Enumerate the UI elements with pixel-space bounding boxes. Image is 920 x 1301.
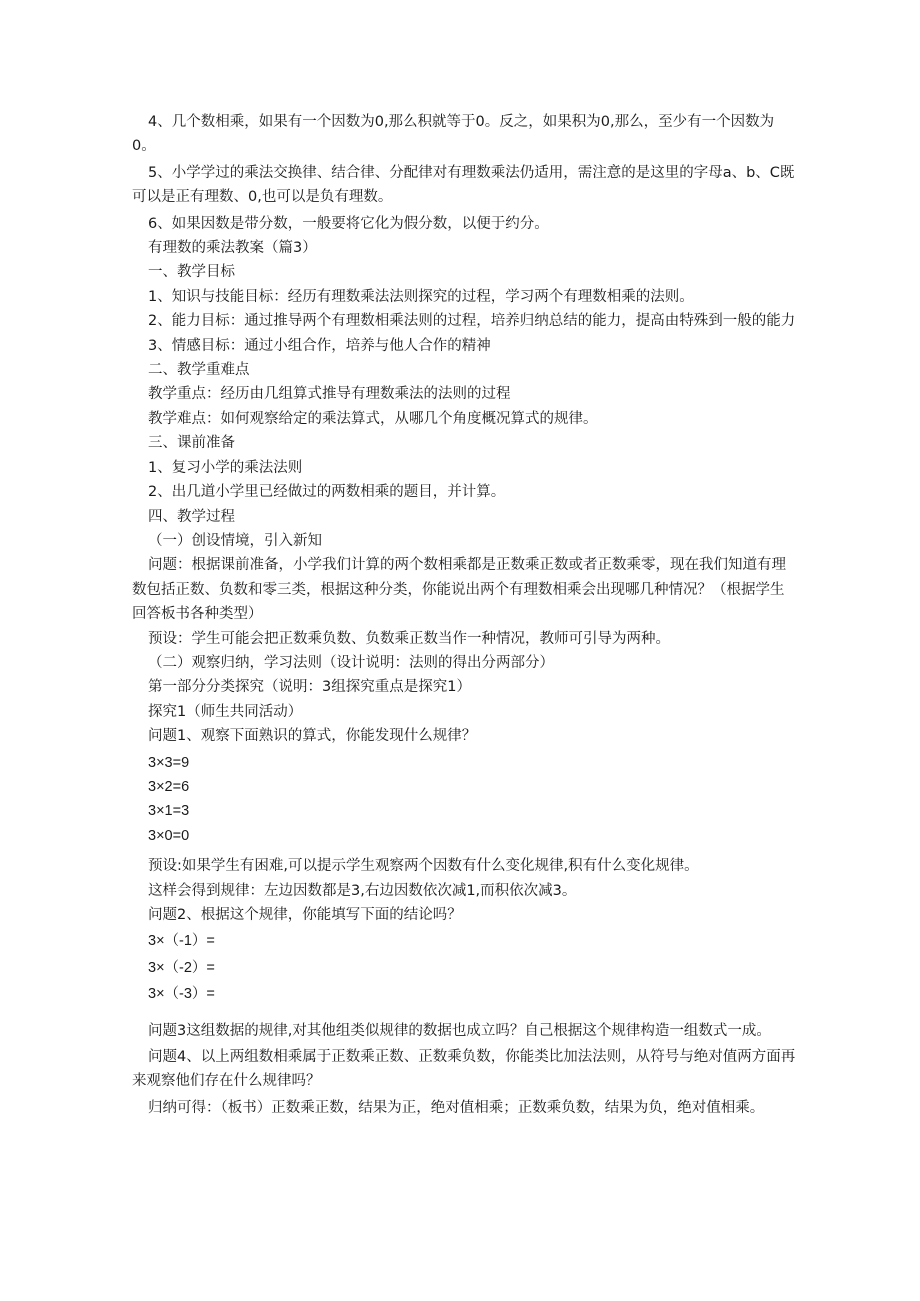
key-point: 教学重点：经历由几组算式推导有理数乘法的法则的过程 (148, 386, 511, 403)
document-body (132, 110, 796, 1120)
paragraph-question-1: 问题1、观察下面熟识的算式，你能发现什么规律？ (148, 728, 477, 745)
equation: 3×2=6 (148, 778, 190, 795)
subheading-observe: （二）观察归纳，学习法则（设计说明：法则的得出分两部分） (148, 654, 554, 671)
equation: 3×0=0 (148, 827, 190, 844)
paragraph-explore-1: 探究1（师生共同活动） (148, 703, 303, 720)
paragraph-part-1: 第一部分分类探究（说明：3组探究重点是探究1） (148, 679, 471, 696)
paragraph-rule-4: 4、几个数相乘，如果有一个因数为0,那么积就等于0。反之，如果积为0,那么，至少有一个因数为0。 (132, 114, 775, 155)
equation: 3×（-3）= (148, 986, 215, 1003)
paragraph-preset-2: 预设:如果学生有困难,可以提示学生观察两个因数有什么变化规律,积有什么变化规律。 (148, 858, 699, 875)
equation: 3×3=9 (148, 754, 190, 771)
paragraph-question-3: 问题3这组数据的规律,对其他组类似规律的数据也成立吗？自己根据这个规律构造一组数式一成。 (148, 1022, 771, 1039)
paragraph-conclusion: 归纳可得：（板书）正数乘正数，结果为正，绝对值相乘；正数乘负数，结果为负，绝对值相乘。 (148, 1099, 765, 1116)
paragraph-question-2: 问题2、根据这个规律，你能填写下面的结论吗？ (148, 907, 462, 923)
equation: 3×1=3 (148, 803, 190, 820)
equation: 3×（-2）= (148, 959, 215, 976)
equation: 3×（-1）= (148, 933, 215, 950)
goal-ability: 2、能力目标：通过推导两个有理数相乘法则的过程，培养归纳总结的能力，提高由特殊到一般的能力 (148, 313, 796, 330)
paragraph-rule-5: 5、小学学过的乘法交换律、结合律、分配律对有理数乘法仍适用，需注意的是这里的字母a、b、C既可以是正有理数、0,也可以是负有理数。 (132, 164, 795, 206)
goal-knowledge: 1、知识与技能目标：经历有理数乘法法则探究的过程，学习两个有理数相乘的法则。 (148, 288, 694, 305)
paragraph-pattern: 这样会得到规律：左边因数都是3,右边因数依次减1,而积依次减3。 (148, 882, 577, 899)
heading-teaching-goals: 一、教学目标 (148, 264, 235, 281)
goal-emotion: 3、情感目标：通过小组合作，培养与他人合作的精神 (148, 337, 491, 354)
paragraph-question: 问题：根据课前准备，小学我们计算的两个数相乘都是正数乘正数或者正数乘零，现在我们知道有理数包括正数、负数和零三类，根据这种分类，你能说出两个有理数相乘会出现哪几种情况？（根据学生回答板书各种类型） (132, 557, 786, 623)
paragraph-preset-1: 预设：学生可能会把正数乘负数、负数乘正数当作一种情况，教师可引导为两种。 (148, 630, 670, 647)
difficult-point: 教学难点：如何观察给定的乘法算式，从哪几个角度概况算式的规律。 (148, 410, 598, 427)
heading-key-points: 二、教学重难点 (148, 362, 250, 379)
prep-item-1: 1、复习小学的乘法法则 (148, 459, 303, 476)
paragraph-rule-6: 6、如果因数是带分数，一般要将它化为假分数，以便于约分。 (148, 215, 549, 232)
subheading-situation: （一）创设情境，引入新知 (148, 532, 322, 549)
heading-preparation: 三、课前准备 (148, 435, 235, 452)
paragraph-question-4: 问题4、以上两组数相乘属于正数乘正数、正数乘负数，你能类比加法法则，从符号与绝对值两方面再来观察他们存在什么规律吗？ (132, 1049, 796, 1090)
prep-item-2: 2、出几道小学里已经做过的两数相乘的题目，并计算。 (148, 484, 506, 501)
heading-process: 四、教学过程 (148, 508, 235, 525)
section-title: 有理数的乘法教案（篇3） (148, 240, 317, 257)
